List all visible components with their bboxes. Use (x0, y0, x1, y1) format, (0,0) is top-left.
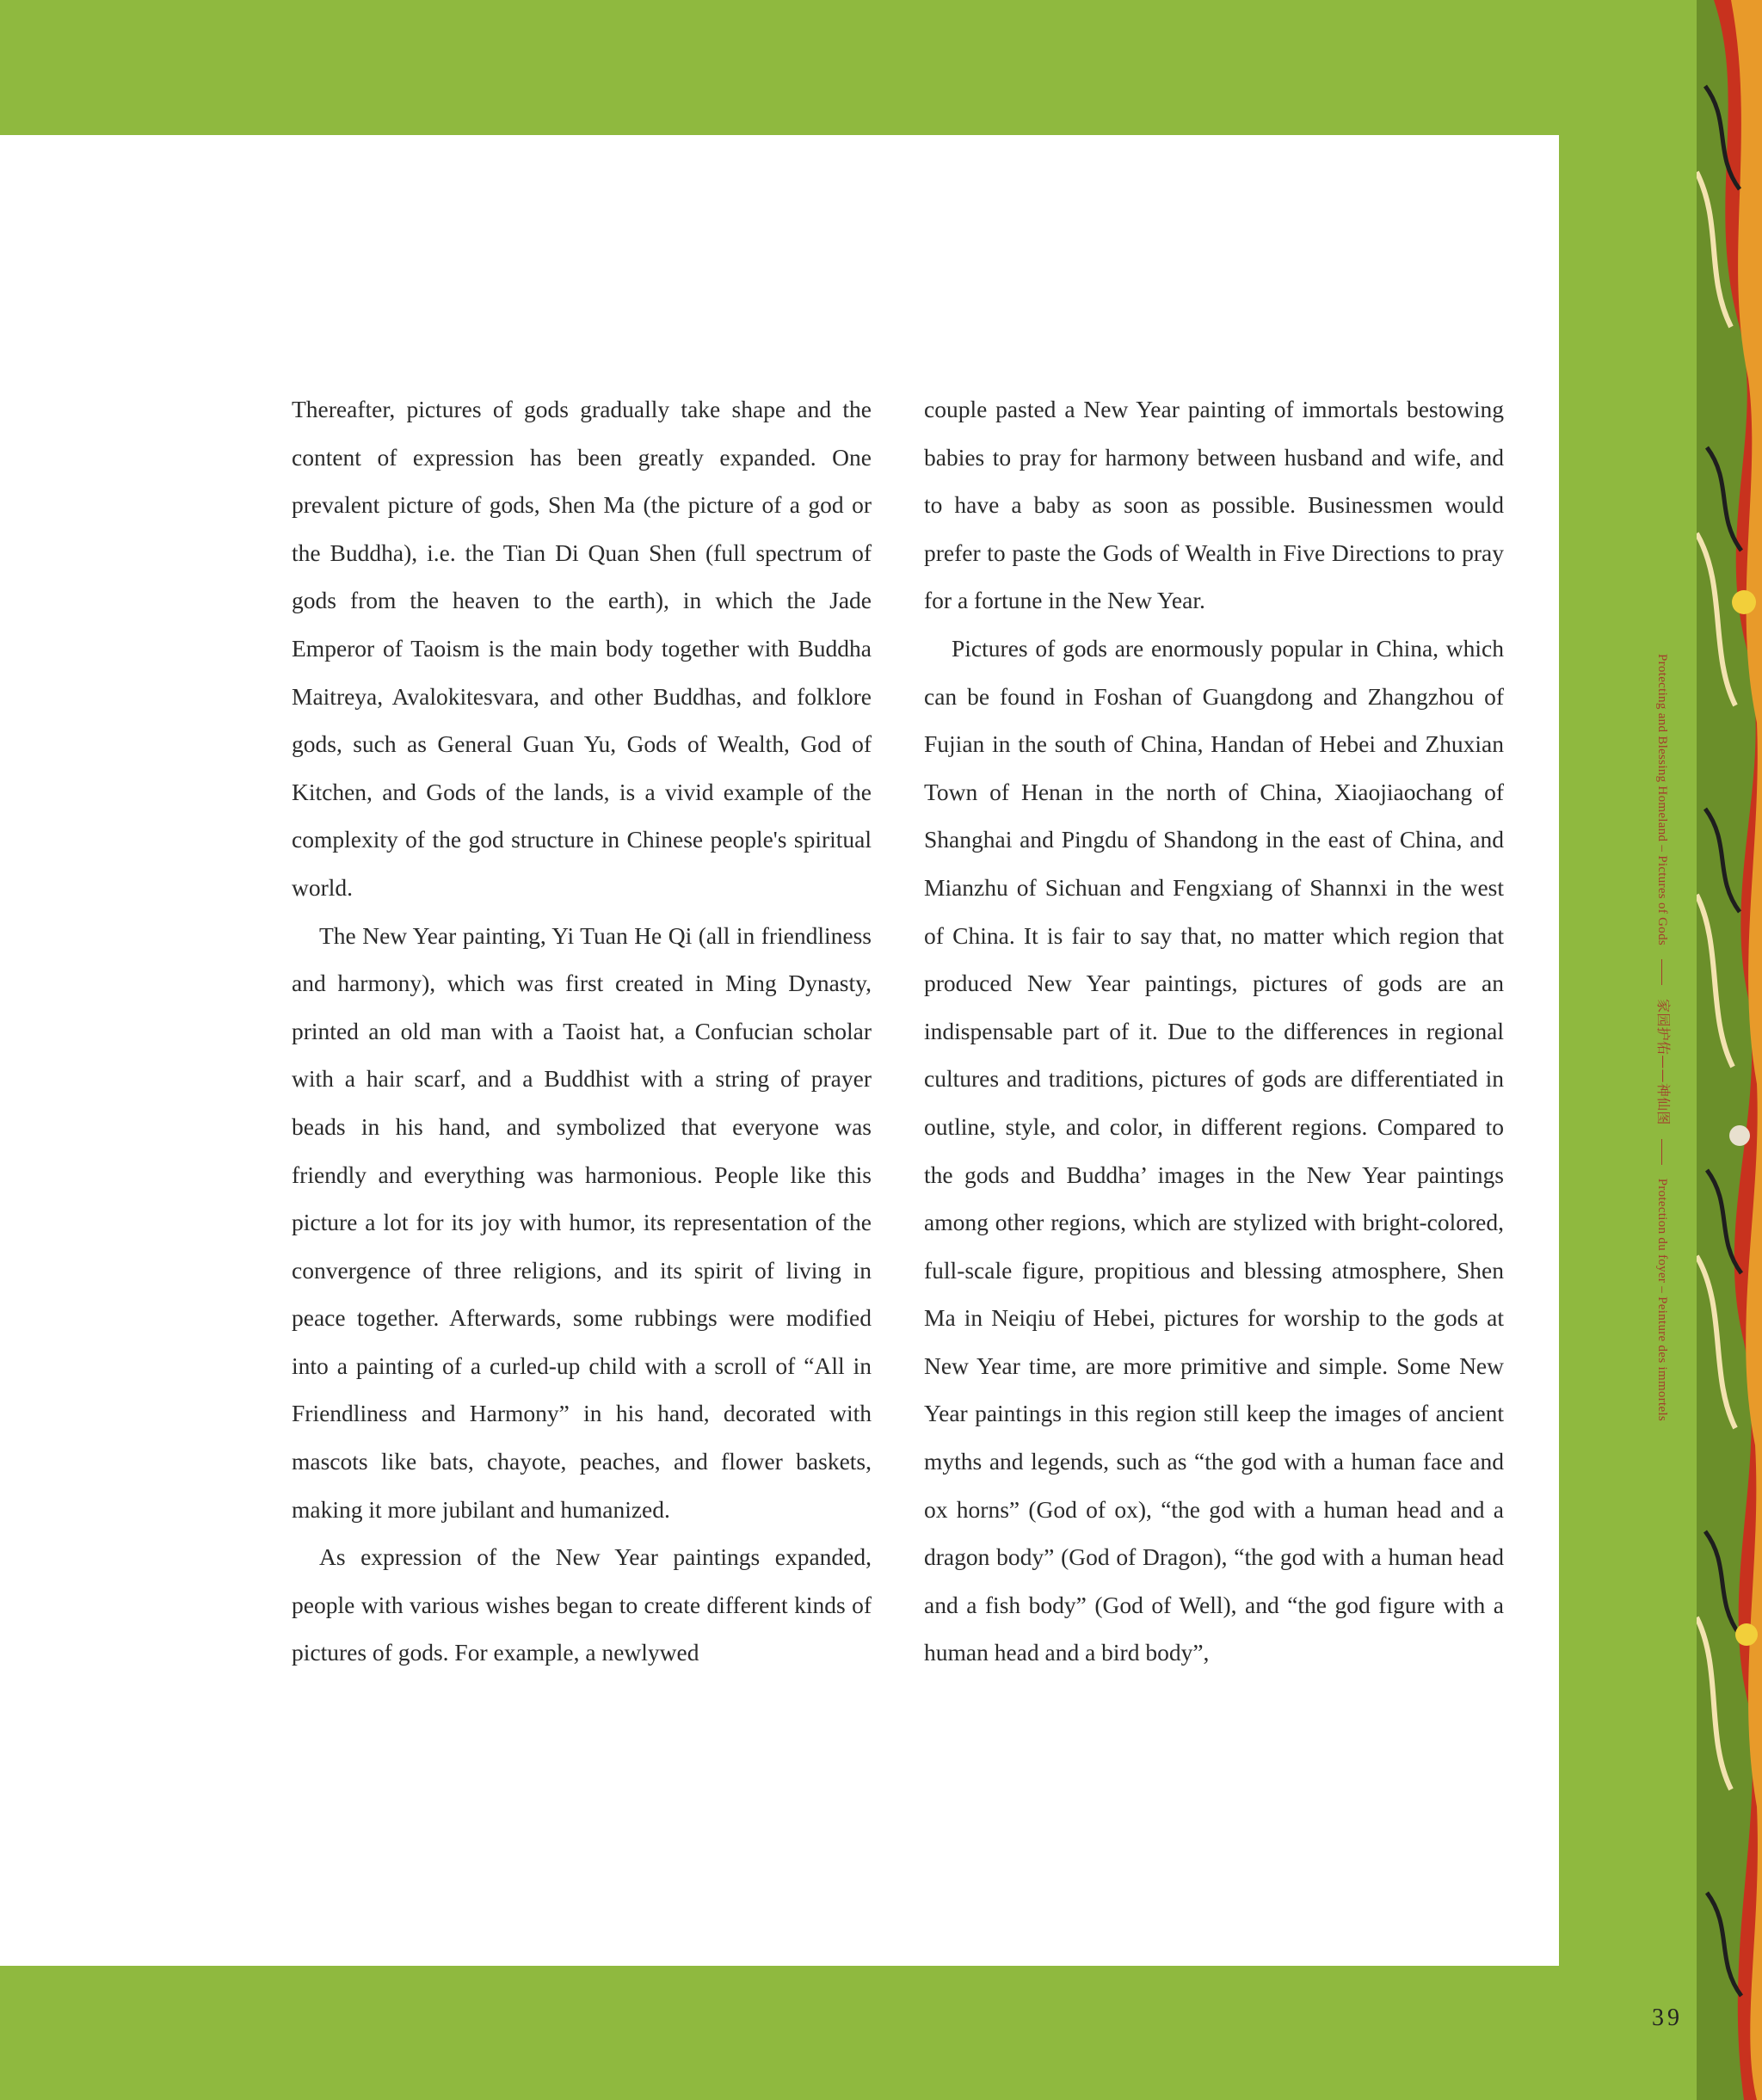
decorative-painting-strip (1697, 0, 1762, 2100)
running-title-divider (1661, 959, 1662, 985)
running-title-french: Protection du foyer – Peinture des immortels (1655, 1178, 1669, 1422)
bottom-color-band (0, 1966, 1762, 2100)
page-number: 39 (1652, 2005, 1683, 2031)
left-paragraph-3: As expression of the New Year paintings expanded, people with various wishes began to create different kinds of pictures of gods. For example, a newlywed (292, 1543, 872, 1666)
running-title-divider (1661, 1139, 1662, 1165)
left-text-column (292, 385, 872, 1677)
right-paragraph-2: Pictures of gods are enormously popular in China, which can be found in Foshan of Guangdong and Zhangzhou of Fujian in the south of China, Handan of Hebei and Zhuxian Town of Henan in the north of China, Xiaojiaochang of Shanghai and Pingdu of Shandong in the east of China, and Mianzhu of Sichuan and Fengxiang of Shannxi in the west of China. It is fair to say that, no matter which region that produced New Year paintings, pictures of gods are an indispensable part of it. Due to the differences in regional cultures and traditions, pictures of gods are differentiated in outline, style, and color, in different regions. Compared to the gods and Buddha’ images in the New Year paintings among other regions, which are stylized with bright-colored, full-scale figure, propitious and blessing atmosphere, Shen Ma in Neiqiu of Hebei, pictures for worship to the gods at New Year time, are more primitive and simple. Some New Year paintings in this region still keep the images of ancient myths and legends, such as “the god with a human face and ox horns” (God of ox), “the god with a human head and a dragon body” (God of Dragon), “the god with a human head and a fish body” (God of Well), and “the god figure with a human head and a bird body”, (924, 634, 1504, 1666)
right-paragraph-1: couple pasted a New Year painting of immortals bestowing babies to pray for harmony between husband and wife, and to have a baby as soon as possible. Businessmen would prefer to paste the Gods of Wealth in Five Directions to pray for a fortune in the New Year. (924, 396, 1504, 614)
left-paragraph-2: The New Year painting, Yi Tuan He Qi (all in friendliness and harmony), which was first created in Ming Dynasty, printed an old man with a Taoist hat, a Confucian scholar with a hair scarf, and a Buddhist with a string of prayer beads in his hand, and symbolized that everyone was friendly and everything was harmonious. People like this picture a lot for its joy with humor, its representation of the convergence of three religions, and its spirit of living in peace together. Afterwards, some rubbings were modified into a painting of a curled-up child with a scroll of “All in Friendliness and Harmony” in his hand, decorated with mascots like bats, chayote, peaches, and flower baskets, making it more jubilant and humanized. (292, 921, 872, 1523)
running-title-english: Protecting and Blessing Homeland – Pictures of Gods (1655, 654, 1669, 946)
right-text-column (924, 385, 1504, 1677)
running-title-chinese: 家园护佑——神仙图 (1655, 999, 1672, 1125)
left-paragraph-1: Thereafter, pictures of gods gradually take shape and the content of expression has been greatly expanded. One prevalent picture of gods, Shen Ma (the picture of a god or the Buddha), i.e. the Tian Di Quan Shen (full spectrum of gods from the heaven to the earth), in which the Jade Emperor of Taoism is the main body together with Buddha Maitreya, Avalokitesvara, and other Buddhas, and folklore gods, such as General Guan Yu, Gods of Wealth, God of Kitchen, and Gods of the lands, is a vivid example of the complexity of the god structure in Chinese people's spiritual world. (292, 396, 872, 901)
top-color-band (0, 0, 1762, 135)
vertical-running-title (1643, 654, 1678, 1480)
